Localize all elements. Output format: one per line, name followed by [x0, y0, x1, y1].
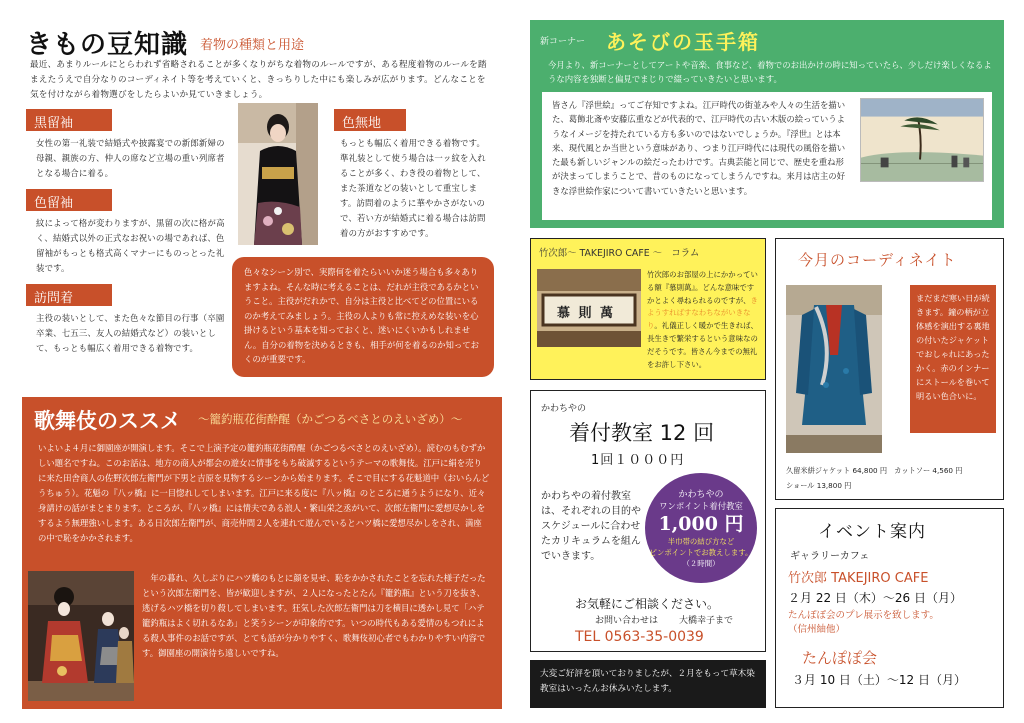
column-text-a: 竹次郎のお部屋の上にかかっている額『慕則萬』。どんな意味ですかとよく尋ねられるのですが、 — [647, 270, 758, 305]
kabuki-p2: 年の暮れ、久しぶりにハツ橋のもとに顔を見せ、恥をかかされたことを忘れた様子だったという次郎左衛門を、皆が歓迎しますが、２人になったとたん『籠釣瓶』という刀を抜き、逃げるハツ橋を切り殺してしまいます。狂気した次郎左衛門は刀を横目に透かし見て「ハテ籠釣瓶はよく切れるなあ」と笑うシーンが印象的です。いつの時代もある愛情のもつれによる殺人事件のお話ですが、とても話が分かりやすく、歌舞伎初心者でもわかりやすい内容です。御園座の開演待ち遠しいですね。 — [142, 573, 486, 658]
coord-jacket-photo — [786, 285, 882, 453]
coord-text: まだまだ寒い日が続きます。鐘の柄が立体感を演出する裏地の付いたジャケットでおしゃれにあったかく。赤のインナーにストールを巻いて明るい色合いに。 — [916, 293, 990, 401]
houmongi-label: 訪問着 — [26, 284, 112, 306]
column-text-highlight: きようすればすなわちながいきなり — [647, 295, 758, 331]
kabuki-subtitle: ～籠釣瓶花街酔醒（かごつるべさとのえいざめ）～ — [198, 412, 463, 426]
class-contact-label: お問い合わせは — [595, 616, 659, 626]
class-panel — [530, 390, 766, 652]
kabuki-stage-photo — [28, 571, 134, 701]
kurotomesode-label: 黒留袖 — [26, 109, 112, 131]
asobi-body-box — [542, 92, 992, 220]
kimono-title: きもの豆知識 — [26, 30, 189, 60]
class-tel: TEL 0563-35-0039 — [575, 629, 704, 645]
column-title: 竹次郎～ TAKEJIRO CAFE ～ コラム — [539, 248, 700, 259]
event-date-1: ２月 22 日（木）～26 日（月） — [788, 591, 962, 605]
kurotomesode-text: 女性の第一礼装で結婚式や披露宴での新郎新婦の母親、親族の方、仲人の席など立場の重い列席者となる場合に着る。 — [36, 138, 225, 178]
event-desc-1: たんぽぽ会のプレ展示を致します。 — [788, 610, 939, 621]
kimono-subtitle: 着物の種類と用途 — [200, 38, 305, 53]
event-date-2: ３月 10 日（土）～12 日（月） — [792, 673, 966, 687]
kabuki-panel — [22, 397, 502, 709]
event-panel — [775, 508, 1004, 708]
event-title: イベント案内 — [818, 522, 926, 542]
class-contact-person: 大橋幸子まで — [679, 616, 734, 626]
asobi-intro: 今月より、新コーナーとしてアートや音楽、食事など、着物でのお出かけの時に知っていたら、少しだけ楽しくなるような内容を独断と偏見でまじりで綴っていきたいと思います。 — [548, 60, 992, 84]
event-desc-1b: （信州紬他） — [788, 624, 846, 635]
class-fee: 1回１０００円 — [591, 453, 685, 468]
coord-price-2: ショール 13,800 円 — [786, 481, 852, 490]
event-group: たんぽぽ会 — [802, 649, 878, 667]
badge-label: ワンポイント着付教室 — [659, 501, 743, 511]
one-point-badge — [645, 473, 757, 583]
houmongi-text: 主役の装いとして、また色々な節目の行事（卒園卒業、七五三、友人の結婚式など）の装いとして、もっとも幅広く着用できる着物です。 — [36, 313, 225, 353]
irotomesode-label: 色留袖 — [26, 189, 112, 211]
plaque-text: 慕 則 萬 — [557, 306, 616, 321]
notice-box — [530, 660, 766, 708]
badge-price: 1,000 円 — [658, 513, 744, 535]
asobi-title: あそびの玉手箱 — [606, 30, 760, 54]
column-text-b: 。礼儀正しく暖かで生きれば、長生きで繁栄するという意味なのだそうです。皆さん今までの無礼をお許し下さい。 — [647, 321, 758, 369]
event-venue-type: ギャラリーカフェ — [790, 551, 870, 562]
badge-sub-1: 半巾帯の結び方など — [667, 537, 735, 546]
plaque-photo — [537, 269, 641, 347]
iromuji-label: 色無地 — [334, 109, 406, 131]
class-title: 着付教室 12 回 — [569, 421, 715, 445]
kimono-woman-photo — [238, 103, 318, 245]
kabuki-title: 歌舞伎のススメ — [34, 409, 181, 433]
column-panel — [530, 238, 766, 380]
ukiyoe-print-image — [860, 98, 984, 182]
column-text — [647, 269, 761, 371]
iromuji-text: もっとも幅広く着用できる着物です。準礼装として使う場合は一ッ紋を入れることが多く、わき役の着物として、また茶道などの装いとして重宝します。訪問着のように華やかさがないので、若い方が結婚式に着る場合は訪問着の方がおすすめです。 — [340, 138, 486, 238]
event-venue: 竹次郎 TAKEJIRO CAFE — [788, 571, 929, 586]
irotomesode-text: 紋によって格が変わりますが、黒留の次に格が高く、結婚式以外の正式なお祝いの場であれば、色留袖がもっとも格式高くマナーにものっとった礼装です。 — [36, 218, 225, 273]
kabuki-p1: いよいよ４月に御園座が開演します。そこで上演予定の籠釣瓶花街酔醒（かごつるべさとのえいざめ）。読むのもむずかしい題名ですね。このお話は、地方の商人が都会の遊女に情事をもち破滅するというテーマの歌舞伎。江戸に絹を売りに来た田舎商人の佐野次郎左衛門が下男と吉原を見物するシーンから始まります。そこで目にする花魁道中（おいらんどうちゅう）。花魁の『八ッ橋』に一目惚れしてしまいます。江戸に来る度に『八ッ橋』のところに通うようになり、近々身請けの話がまとまります。ところが、『八ッ橋』には情夫である浪人・繁山栄之丞がいて、次郎左衛門に愛想尽かしをするよう無理強いします。ある日次郎左衛門が、商売仲間２人を連れて遊んでいるとハツ橋に愛想尽かしをされ、満座の中で恥をかかされます。 — [38, 443, 490, 543]
coord-text-box — [910, 285, 996, 433]
notice-text: 大変ご好評を頂いておりましたが、２月をもって草木染教室はいったんお休みいたします。 — [540, 669, 755, 694]
coord-price-1: 久留米絣ジャケット 64,800 円 カットソー 4,560 円 — [786, 466, 963, 475]
kimono-note — [232, 257, 494, 377]
class-consult: お気軽にご相談ください。 — [575, 597, 720, 611]
asobi-tag: 新コーナー — [540, 37, 586, 47]
coord-title: 今月のコーディネイト — [798, 251, 957, 269]
asobi-body-text: 皆さん『浮世絵』ってご存知ですよね。江戸時代の街並みや人々の生活を描いた、葛飾北斎や安藤広重などが代表的で、江戸時代の古い木版の絵っていうようなイメージを持たれている方も多いのではないでしょうか。『浮世』とは本来、現代風とか当世という意味があり、つまり江戸時代には現代の風俗を描いた最も新しいジャンルの絵だったわけです。古典芸能と同じで、歴史を重ね形が決まってしまうことで、昔のものになってしまうんですね。来月は店主の好きな浮世絵作家について書いていきたいと思います。 — [552, 100, 846, 196]
asobi-panel — [530, 20, 1004, 228]
class-desc: かわちやの着付教室は、それぞれの目的やスケジュールに合わせたカリキュラムを組んでいきます。 — [541, 491, 641, 562]
kimono-note-text: 色々なシーン別で、実際何を着たらいいか迷う場合も多々ありますよね。そんな時に考えることは、だれが主役であるかということ。主役がだれかで、自分は主役と比べてどの位置にいるのか考えてみましょう。主役の人よりも常に控えめな装いを心掛けるという基本を知っておくと、迷いにくいかもしれません。自分の着物を決めるときも、相手が何を着るのか知っておくのが重要です。 — [244, 267, 480, 364]
kimono-intro: 最近、あまりルールにとらわれず省略されることが多くなりがちな着物のルールですが、ある程度着物のルールを踏まえたうえで自分なりのコーディネイト等を考えていくと、きっちりした中にも楽しみが広がります。どんなことを気を付けながら着物選びをしたらよいか見ていきましょう。 — [30, 60, 487, 100]
badge-shop: かわちやの — [678, 490, 724, 500]
badge-sub-2: ピンポイントでお教えします。 — [649, 548, 753, 557]
class-shop: かわちやの — [541, 404, 587, 414]
badge-sub-3: （２時間） — [682, 559, 720, 568]
coord-panel — [775, 238, 1004, 500]
